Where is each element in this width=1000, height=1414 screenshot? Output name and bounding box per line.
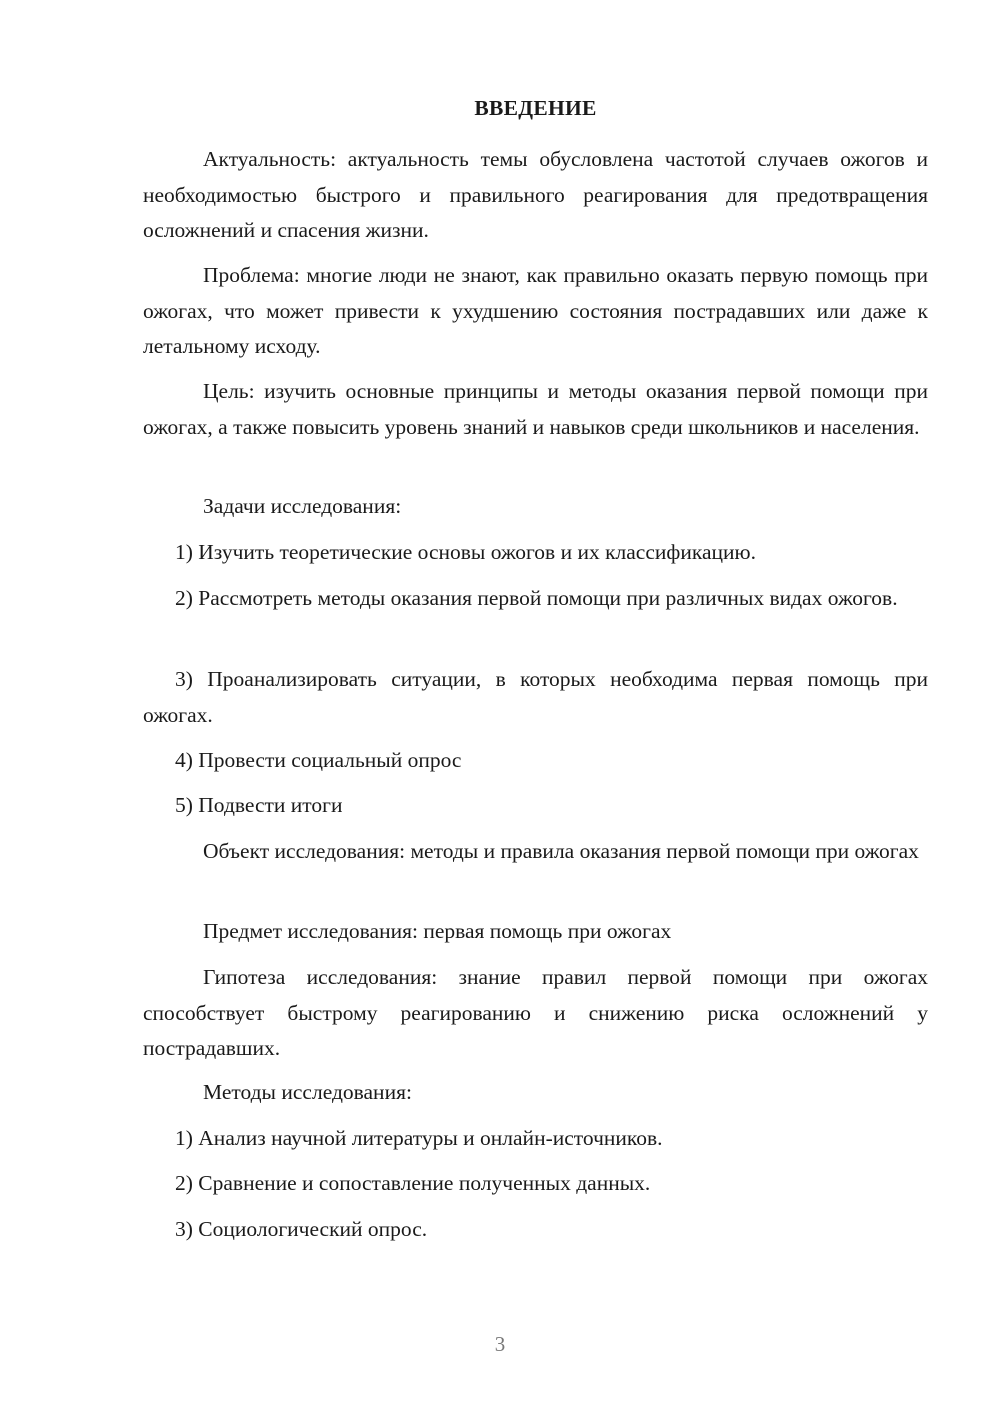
- problem-paragraph: Проблема: многие люди не знают, как правильно оказать первую помощь при ожогах, что может привести к ухудшению состояния пострадавших или даже к летальному исходу.: [143, 263, 928, 358]
- tasks-heading: Задачи исследования:: [203, 494, 402, 518]
- task-item-3: 3) Проанализировать ситуации, в которых необходима первая помощь при ожогах.: [143, 667, 928, 727]
- subject-paragraph: Предмет исследования: первая помощь при ожогах: [203, 919, 672, 943]
- methods-heading: Методы исследования:: [203, 1080, 412, 1104]
- page-title: ВВЕДЕНИЕ: [474, 96, 597, 120]
- document-page: [143, 0, 928, 1414]
- task-item-1: 1) Изучить теоретические основы ожогов и их классификацию.: [175, 540, 756, 564]
- method-item-2: 2) Сравнение и сопоставление полученных данных.: [175, 1171, 651, 1195]
- task-item-2: 2) Рассмотреть методы оказания первой помощи при различных видах ожогов.: [175, 586, 898, 610]
- task-item-5: 5) Подвести итоги: [175, 793, 343, 817]
- object-paragraph: Объект исследования: методы и правила оказания первой помощи при ожогах: [203, 839, 919, 863]
- page-number: 3: [494, 1332, 506, 1356]
- task-item-4: 4) Провести социальный опрос: [175, 748, 462, 772]
- method-item-1: 1) Анализ научной литературы и онлайн-источников.: [175, 1126, 663, 1150]
- relevance-paragraph: Актуальность: актуальность темы обусловлена частотой случаев ожогов и необходимостью быстрого и правильного реагирования для предотвращения осложнений и спасения жизни.: [143, 147, 928, 242]
- method-item-3: 3) Социологический опрос.: [175, 1217, 428, 1241]
- goal-paragraph: Цель: изучить основные принципы и методы оказания первой помощи при ожогах, а также повысить уровень знаний и навыков среди школьников и населения.: [143, 379, 928, 439]
- hypothesis-paragraph: Гипотеза исследования: знание правил первой помощи при ожогах способствует быстрому реагированию и снижению риска осложнений у пострадавших.: [143, 965, 928, 1060]
